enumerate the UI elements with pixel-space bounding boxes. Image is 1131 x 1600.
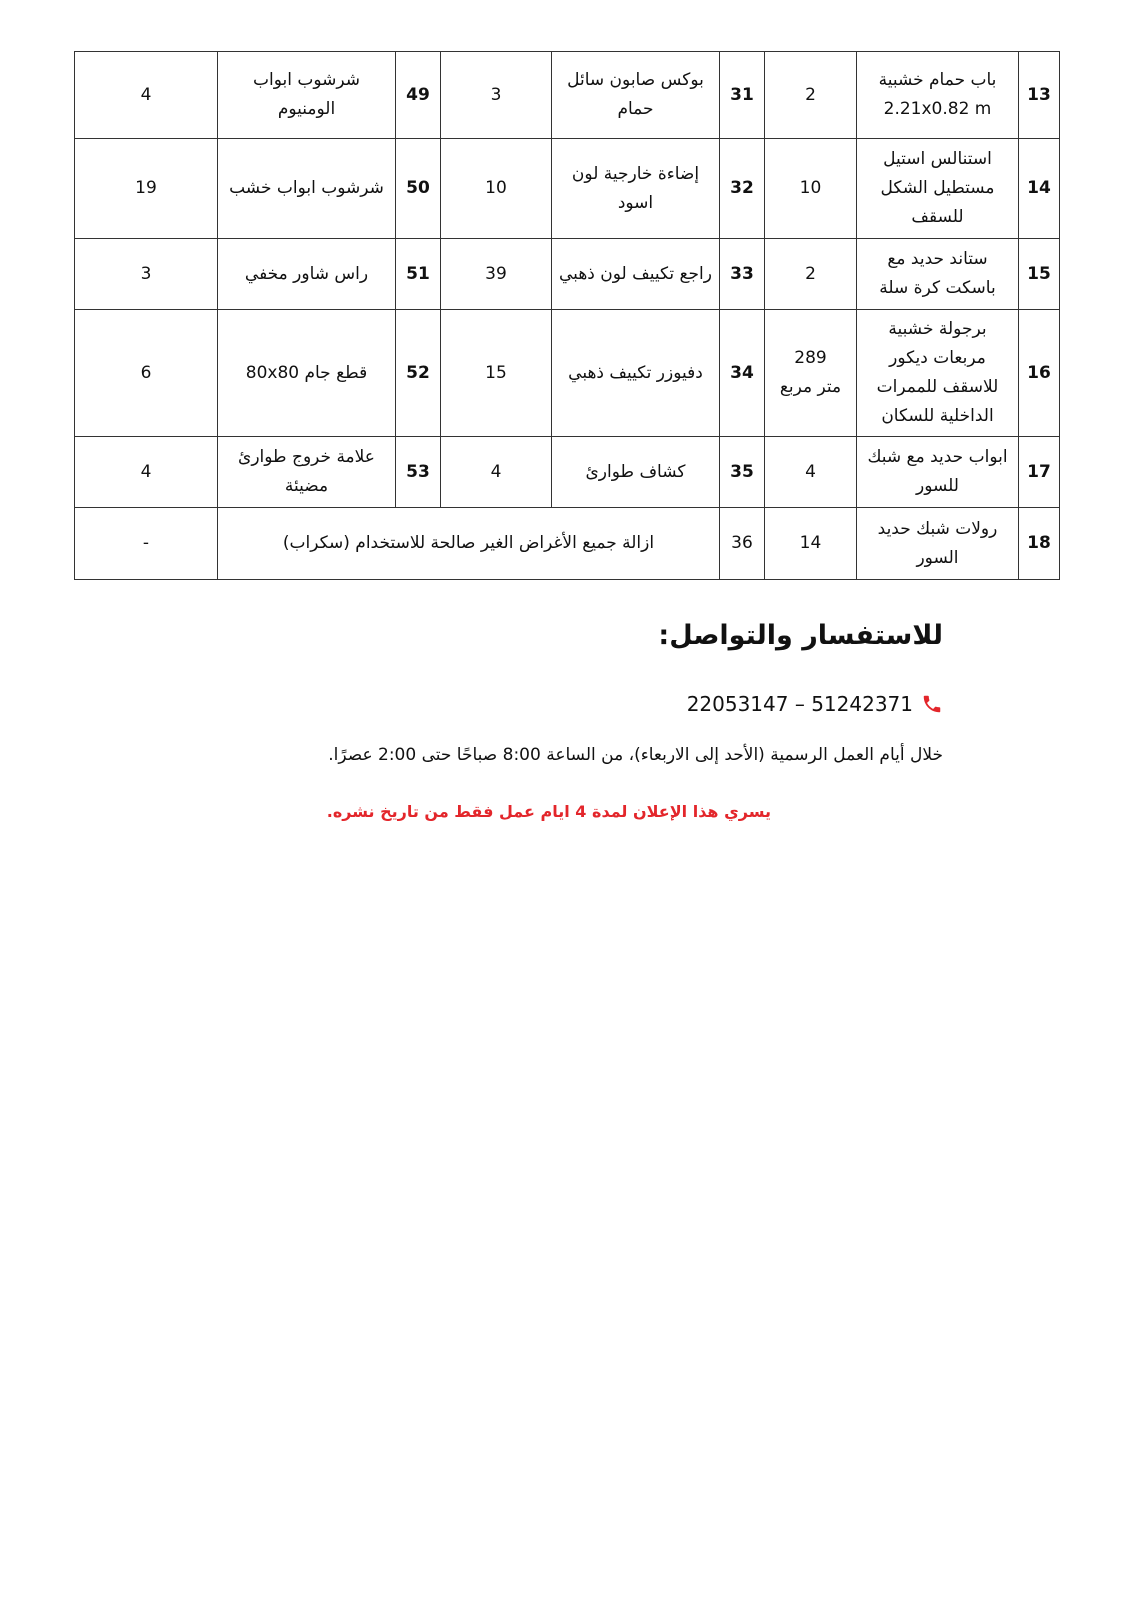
item-number: 50 <box>396 139 441 239</box>
cell-line: رولات شبك حديد <box>877 518 998 539</box>
cell-line: ابواب حديد مع شبك <box>867 447 1008 467</box>
item-number: 51 <box>396 239 441 310</box>
item-quantity: 10 <box>765 139 857 239</box>
cell-line: كشاف طوارئ <box>585 461 686 482</box>
item-quantity: 39 <box>441 239 552 310</box>
item-name <box>857 52 1019 139</box>
cell-line: للسور <box>916 476 959 496</box>
table-row <box>75 310 1060 437</box>
item-number: 53 <box>396 437 441 508</box>
cell-line: راس شاور مخفي <box>244 263 369 284</box>
item-number: 31 <box>720 52 765 139</box>
item-name <box>218 52 396 139</box>
cell-line: السور <box>916 547 959 568</box>
cell-line: مضيئة <box>284 476 329 496</box>
table-row <box>75 437 1060 508</box>
item-quantity: 2 <box>765 52 857 139</box>
cell-line: الومنيوم <box>277 99 336 119</box>
item-number: 13 <box>1019 52 1060 139</box>
cell-line: للسقف <box>911 207 964 227</box>
cell-line: شرشوب ابواب <box>252 70 361 90</box>
cell-line: مربعات ديكور <box>889 348 986 368</box>
item-quantity: 3 <box>441 52 552 139</box>
item-name <box>552 310 720 437</box>
item-number: 32 <box>720 139 765 239</box>
item-quantity: 4 <box>75 52 218 139</box>
cell-line: شرشوب ابواب خشب <box>229 178 384 198</box>
item-quantity: 4 <box>765 437 857 508</box>
item-quantity: 14 <box>765 508 857 580</box>
item-quantity: 4 <box>441 437 552 508</box>
cell-line: بوكس صابون سائل <box>567 70 704 90</box>
cell-line: 2.21x0.82 m <box>883 99 992 119</box>
item-quantity: 15 <box>441 310 552 437</box>
item-name <box>552 437 720 508</box>
validity-notice: يسري هذا الإعلان لمدة 4 ايام عمل فقط من تاريخ نشره. <box>326 802 771 821</box>
item-quantity: 19 <box>75 139 218 239</box>
item-number: 16 <box>1019 310 1060 437</box>
cell-line: للاسقف للممرات <box>876 377 999 397</box>
item-number: 14 <box>1019 139 1060 239</box>
item-quantity: 10 <box>441 139 552 239</box>
item-name <box>218 239 396 310</box>
items-table <box>74 51 1060 580</box>
cell-line: قطع جام 80x80 <box>245 362 368 383</box>
phone-numbers: 51242371 – 22053147 <box>686 692 913 716</box>
item-number: 52 <box>396 310 441 437</box>
cell-line: راجع تكييف لون ذهبي <box>559 263 712 284</box>
table-row <box>75 239 1060 310</box>
item-number: 15 <box>1019 239 1060 310</box>
cell-line: استنالس استيل <box>883 149 992 169</box>
item-name <box>552 52 720 139</box>
item-name <box>857 310 1019 437</box>
table-row <box>75 139 1060 239</box>
contact-phones <box>687 692 943 716</box>
item-quantity: 6 <box>75 310 218 437</box>
cell-line: باسكت كرة سلة <box>879 278 996 298</box>
item-number: 18 <box>1019 508 1060 580</box>
item-number: 17 <box>1019 437 1060 508</box>
item-quantity: - <box>75 508 218 580</box>
item-name <box>552 239 720 310</box>
table-body <box>75 52 1060 580</box>
cell-line: ستاند حديد مع <box>887 249 988 269</box>
item-name <box>218 310 396 437</box>
item-number: 49 <box>396 52 441 139</box>
item-number: 33 <box>720 239 765 310</box>
cell-line: حمام <box>617 99 654 119</box>
cell-line: إضاءة خارجية لون <box>571 163 700 184</box>
cell-line: علامة خروج طوارئ <box>238 447 375 467</box>
item-number: 36 <box>720 508 765 580</box>
working-hours: خلال أيام العمل الرسمية (الأحد إلى الاربعاء)، من الساعة 8:00 صباحًا حتى 2:00 عصرًا. <box>328 745 943 765</box>
phone-icon <box>921 693 943 715</box>
cell-line: متر مربع <box>779 377 842 397</box>
cell-line: اسود <box>617 192 654 213</box>
cell-line: مستطيل الشكل <box>880 178 995 198</box>
item-quantity <box>765 310 857 437</box>
cell-line: 289 <box>794 348 827 368</box>
item-quantity: 4 <box>75 437 218 508</box>
cell-line: دفيوزر تكييف ذهبي <box>568 362 703 383</box>
merged-item-name: ازالة جميع الأغراض الغير صالحة للاستخدام (سكراب) <box>218 508 720 580</box>
item-name <box>857 239 1019 310</box>
cell-line: الداخلية للسكان <box>881 406 994 426</box>
cell-line: برجولة خشبية <box>888 319 987 339</box>
item-name <box>218 437 396 508</box>
contact-title: للاستفسار والتواصل: <box>658 620 943 651</box>
item-number: 35 <box>720 437 765 508</box>
item-quantity: 2 <box>765 239 857 310</box>
item-name <box>857 508 1019 580</box>
item-name <box>857 139 1019 239</box>
cell-line: باب حمام خشبية <box>878 70 997 90</box>
item-name <box>552 139 720 239</box>
item-quantity: 3 <box>75 239 218 310</box>
table-row <box>75 508 1060 580</box>
item-name <box>218 139 396 239</box>
table-row <box>75 52 1060 139</box>
item-name <box>857 437 1019 508</box>
item-number: 34 <box>720 310 765 437</box>
